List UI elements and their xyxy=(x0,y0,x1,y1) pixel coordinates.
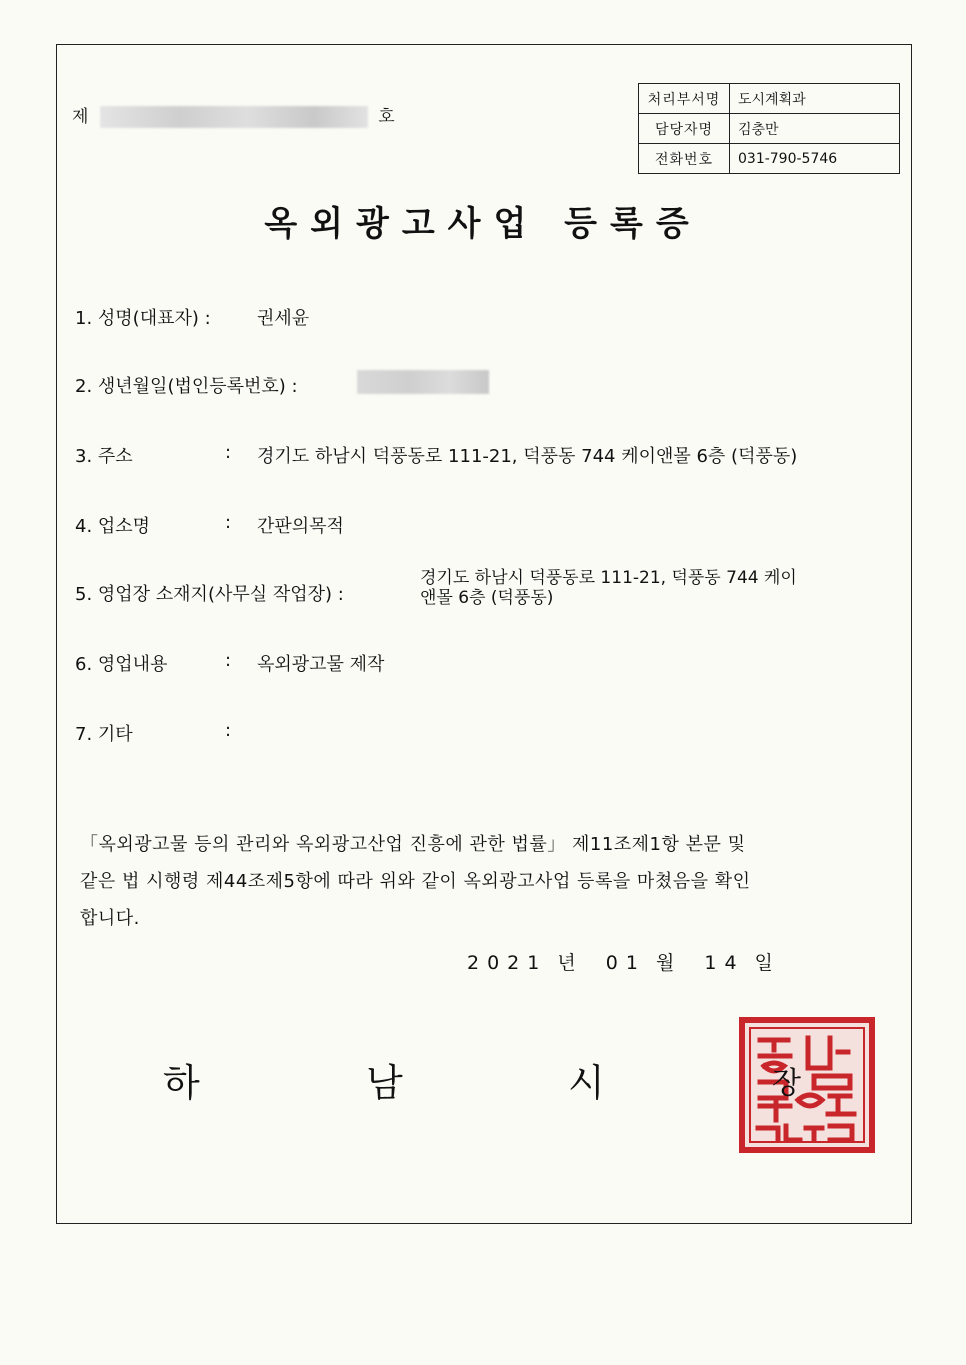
reg-suffix: 호 xyxy=(378,107,396,127)
workplace-line2: 앤몰 6층 (덕풍동) xyxy=(420,588,554,608)
date-year: 2021 xyxy=(467,952,548,974)
item-label: 3. 주소 xyxy=(75,446,133,467)
item-label: 2. 생년월일(법인등록번호) : xyxy=(75,376,298,397)
item-colon: : xyxy=(225,512,232,533)
item-label: 7. 기타 xyxy=(75,724,133,745)
item-label: 5. 영업장 소재지(사무실 작업장) : xyxy=(75,584,344,605)
document-title: 옥외광고사업 등록증 xyxy=(264,204,702,244)
department-table xyxy=(638,83,900,174)
issuer-char: 남 xyxy=(366,1061,403,1105)
item-workplace xyxy=(75,580,344,606)
issuer-char: 시 xyxy=(568,1061,605,1105)
registration-number xyxy=(72,102,396,128)
item-colon: : xyxy=(225,650,232,671)
item-value: 권세윤 xyxy=(257,308,310,329)
issuer-char: 장 xyxy=(772,1066,801,1101)
item-colon: : xyxy=(225,442,232,463)
dept-value: 031-790-5746 xyxy=(730,144,900,174)
redacted-birthdate xyxy=(357,370,489,399)
workplace-line1: 경기도 하남시 덕풍동로 111-21, 덕풍동 744 케이 xyxy=(420,568,797,588)
item-value: 간판의목적 xyxy=(257,516,344,537)
item-address xyxy=(75,442,798,468)
date-day-unit: 일 xyxy=(754,952,774,974)
table-row xyxy=(639,84,900,114)
dept-key: 전화번호 xyxy=(639,144,730,174)
confirmation-paragraph xyxy=(80,826,870,937)
item-value: 경기도 하남시 덕풍동로 111-21, 덕풍동 744 케이앤몰 6층 (덕풍동) xyxy=(257,446,798,467)
paragraph-line: 「옥외광고물 등의 관리와 옥외광고산업 진흥에 관한 법률」 제11조제1항 본문 및 xyxy=(80,834,746,855)
item-label: 4. 업소명 xyxy=(75,516,151,537)
date-month-unit: 월 xyxy=(655,952,676,974)
table-row xyxy=(639,144,900,174)
reg-prefix: 제 xyxy=(72,107,90,127)
date-day: 14 xyxy=(704,952,745,974)
dept-value: 도시계획과 xyxy=(730,84,900,114)
redacted-number xyxy=(100,106,368,128)
dept-key: 처리부서명 xyxy=(639,84,730,114)
dept-key: 담당자명 xyxy=(639,114,730,144)
issuer-char: 하 xyxy=(163,1061,200,1105)
date-year-unit: 년 xyxy=(557,952,577,974)
item-value: 옥외광고물 제작 xyxy=(257,654,385,675)
item-business-content xyxy=(75,650,385,676)
date-month: 01 xyxy=(605,952,646,974)
item-colon: : xyxy=(225,720,232,741)
paragraph-line: 같은 법 시행령 제44조제5항에 따라 위와 같이 옥외광고사업 등록을 마쳤음을 확인 xyxy=(80,871,751,892)
item-birthdate xyxy=(75,372,298,398)
item-business-name xyxy=(75,512,344,538)
item-other xyxy=(75,720,232,746)
item-label: 1. 성명(대표자) : xyxy=(75,308,211,329)
item-name xyxy=(75,304,310,330)
workplace-value xyxy=(420,568,870,608)
table-row xyxy=(639,114,900,144)
item-label: 6. 영업내용 xyxy=(75,654,168,675)
issue-date xyxy=(467,948,784,975)
dept-value: 김충만 xyxy=(730,114,900,144)
official-seal-icon xyxy=(738,1016,876,1154)
paragraph-line: 합니다. xyxy=(80,908,140,929)
